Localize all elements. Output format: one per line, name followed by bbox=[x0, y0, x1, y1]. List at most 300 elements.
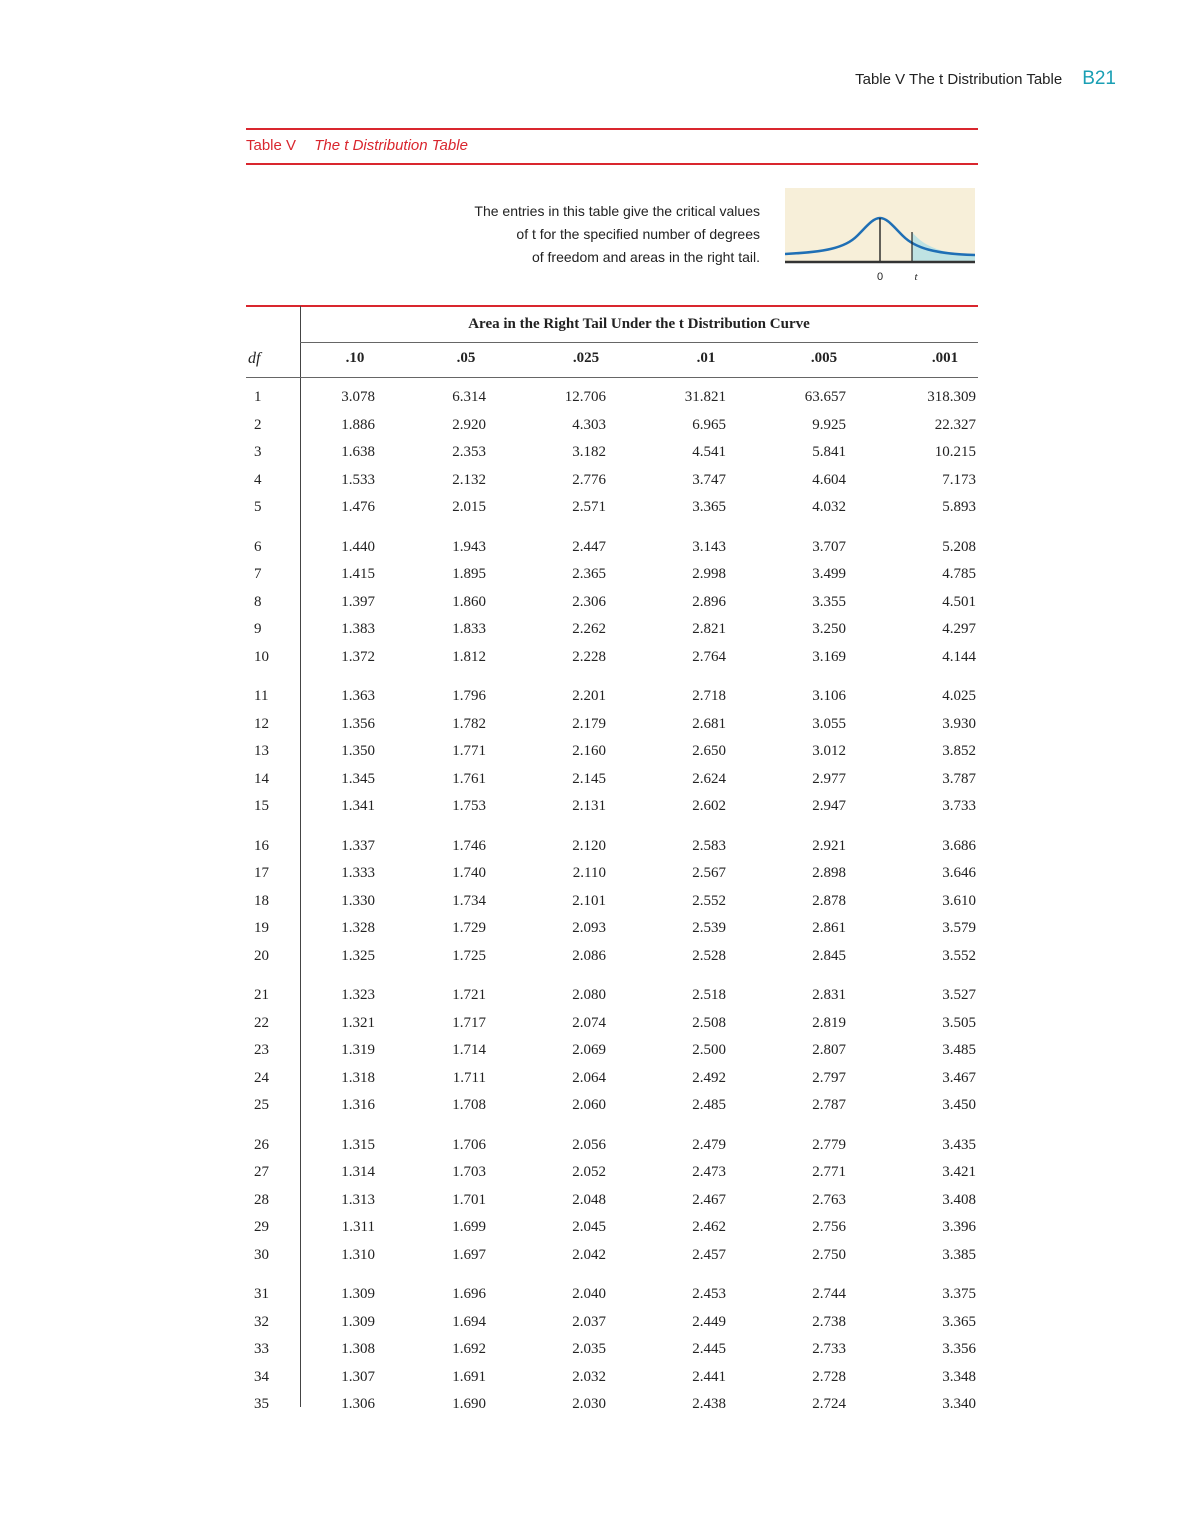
df-cell: 21 bbox=[254, 987, 269, 1003]
table-row bbox=[246, 1164, 978, 1186]
value-cell: 2.518 bbox=[692, 987, 726, 1003]
value-cell: 2.093 bbox=[572, 920, 606, 936]
value-cell: 2.179 bbox=[572, 715, 606, 732]
value-cell: 2.145 bbox=[572, 770, 606, 787]
value-cell: 4.144 bbox=[942, 648, 976, 665]
value-cell: 1.341 bbox=[341, 798, 375, 814]
value-cell: 5.841 bbox=[812, 444, 846, 460]
t-distribution-figure bbox=[785, 188, 975, 284]
value-cell: 2.064 bbox=[572, 1069, 606, 1086]
value-cell: 4.032 bbox=[812, 499, 846, 515]
df-cell: 26 bbox=[254, 1136, 269, 1153]
value-cell: 1.696 bbox=[452, 1286, 486, 1302]
df-cell: 33 bbox=[254, 1341, 269, 1357]
value-cell: 1.372 bbox=[341, 648, 375, 665]
value-cell: 1.697 bbox=[452, 1246, 486, 1263]
value-cell: 2.040 bbox=[572, 1286, 606, 1302]
df-cell: 34 bbox=[254, 1368, 269, 1385]
value-cell: 2.060 bbox=[572, 1097, 606, 1113]
value-cell: 1.319 bbox=[341, 1042, 375, 1058]
value-cell: 2.120 bbox=[572, 837, 606, 854]
value-cell: 1.753 bbox=[452, 798, 486, 814]
value-cell: 1.701 bbox=[452, 1191, 486, 1208]
value-cell: 1.309 bbox=[341, 1313, 375, 1330]
value-cell: 1.782 bbox=[452, 715, 486, 732]
table-row bbox=[246, 499, 978, 521]
table-row bbox=[246, 1341, 978, 1363]
value-cell: 2.567 bbox=[692, 865, 726, 881]
value-cell: 2.353 bbox=[452, 444, 486, 460]
df-cell: 5 bbox=[254, 499, 262, 515]
value-cell: 1.533 bbox=[341, 471, 375, 488]
value-cell: 1.325 bbox=[341, 947, 375, 964]
value-cell: 2.528 bbox=[692, 947, 726, 964]
df-header: df bbox=[248, 350, 261, 367]
value-cell: 1.740 bbox=[452, 865, 486, 881]
value-cell: 2.861 bbox=[812, 920, 846, 936]
value-cell: 3.012 bbox=[812, 743, 846, 759]
value-cell: 5.208 bbox=[942, 538, 976, 555]
value-cell: 3.852 bbox=[942, 743, 976, 759]
intro-text bbox=[380, 200, 760, 269]
table-row bbox=[246, 417, 978, 439]
value-cell: 3.450 bbox=[942, 1097, 976, 1113]
value-cell: 3.467 bbox=[942, 1069, 976, 1086]
table-row bbox=[246, 987, 978, 1009]
table-row bbox=[246, 865, 978, 887]
value-cell: 2.042 bbox=[572, 1246, 606, 1263]
value-cell: 2.485 bbox=[692, 1097, 726, 1113]
value-cell: 1.333 bbox=[341, 865, 375, 881]
value-cell: 1.690 bbox=[452, 1396, 486, 1412]
table-row bbox=[246, 1070, 978, 1092]
value-cell: 2.508 bbox=[692, 1014, 726, 1031]
value-cell: 2.074 bbox=[572, 1014, 606, 1031]
value-cell: 3.355 bbox=[812, 593, 846, 610]
value-cell: 1.706 bbox=[452, 1136, 486, 1153]
value-cell: 3.106 bbox=[812, 688, 846, 704]
value-cell: 4.604 bbox=[812, 471, 846, 488]
df-cell: 27 bbox=[254, 1164, 269, 1180]
df-cell: 23 bbox=[254, 1042, 269, 1058]
column-header: .05 bbox=[456, 350, 476, 366]
value-cell: 1.692 bbox=[452, 1341, 486, 1357]
value-cell: 2.744 bbox=[812, 1286, 846, 1302]
df-cell: 7 bbox=[254, 566, 262, 582]
value-cell: 2.453 bbox=[692, 1286, 726, 1302]
table-row bbox=[246, 389, 978, 411]
value-cell: 2.763 bbox=[812, 1191, 846, 1208]
df-cell: 29 bbox=[254, 1219, 269, 1235]
value-cell: 1.356 bbox=[341, 715, 375, 732]
value-cell: 1.383 bbox=[341, 621, 375, 637]
table-row bbox=[246, 893, 978, 915]
value-cell: 1.721 bbox=[452, 987, 486, 1003]
value-cell: 2.764 bbox=[692, 648, 726, 665]
value-cell: 1.306 bbox=[341, 1396, 375, 1412]
value-cell: 9.925 bbox=[812, 416, 846, 433]
area-title: Area in the Right Tail Under the t Distribution Curve bbox=[468, 316, 810, 332]
value-cell: 2.086 bbox=[572, 947, 606, 964]
value-cell: 4.303 bbox=[572, 416, 606, 433]
df-cell: 11 bbox=[254, 688, 269, 704]
value-cell: 1.314 bbox=[341, 1164, 375, 1180]
table-row bbox=[246, 1286, 978, 1308]
df-cell: 15 bbox=[254, 798, 269, 814]
df-cell: 24 bbox=[254, 1069, 269, 1086]
value-cell: 1.886 bbox=[341, 416, 375, 433]
table-row bbox=[246, 920, 978, 942]
value-cell: 2.048 bbox=[572, 1191, 606, 1208]
value-cell: 2.447 bbox=[572, 538, 606, 555]
value-cell: 1.345 bbox=[341, 770, 375, 787]
value-cell: 2.035 bbox=[572, 1341, 606, 1357]
value-cell: 2.733 bbox=[812, 1341, 846, 1357]
column-header: .025 bbox=[572, 350, 600, 366]
value-cell: 3.365 bbox=[692, 499, 726, 515]
value-cell: 1.310 bbox=[341, 1246, 375, 1263]
value-cell: 2.718 bbox=[692, 688, 726, 704]
value-cell: 1.316 bbox=[341, 1097, 375, 1113]
value-cell: 2.132 bbox=[452, 471, 486, 488]
df-cell: 10 bbox=[254, 648, 269, 665]
value-cell: 2.624 bbox=[692, 770, 726, 787]
t-label: t bbox=[914, 271, 918, 283]
df-cell: 19 bbox=[254, 920, 269, 936]
table-row bbox=[246, 1314, 978, 1336]
value-cell: 6.314 bbox=[452, 389, 486, 405]
value-cell: 1.476 bbox=[341, 499, 375, 515]
df-cell: 31 bbox=[254, 1286, 269, 1302]
value-cell: 1.440 bbox=[341, 538, 375, 555]
value-cell: 3.250 bbox=[812, 621, 846, 637]
table-row bbox=[246, 1396, 978, 1418]
table-row bbox=[246, 539, 978, 561]
df-cell: 17 bbox=[254, 865, 269, 881]
value-cell: 1.350 bbox=[341, 743, 375, 759]
value-cell: 1.318 bbox=[341, 1069, 375, 1086]
value-cell: 3.375 bbox=[942, 1286, 976, 1302]
intro-line: of freedom and areas in the right tail. bbox=[531, 249, 760, 265]
value-cell: 1.895 bbox=[452, 566, 486, 582]
value-cell: 3.340 bbox=[942, 1396, 976, 1412]
value-cell: 1.363 bbox=[341, 688, 375, 704]
df-cell: 20 bbox=[254, 947, 269, 964]
value-cell: 3.499 bbox=[812, 566, 846, 582]
value-cell: 2.571 bbox=[572, 499, 606, 515]
value-cell: 3.421 bbox=[942, 1164, 976, 1180]
df-cell: 16 bbox=[254, 837, 269, 854]
value-cell: 1.307 bbox=[341, 1368, 375, 1385]
value-cell: 4.025 bbox=[942, 688, 976, 704]
value-cell: 1.717 bbox=[452, 1014, 486, 1031]
area-title-rule bbox=[300, 342, 978, 343]
value-cell: 3.435 bbox=[942, 1136, 976, 1153]
value-cell: 2.878 bbox=[812, 892, 846, 909]
value-cell: 2.365 bbox=[572, 566, 606, 582]
value-cell: 1.323 bbox=[341, 987, 375, 1003]
value-cell: 2.845 bbox=[812, 947, 846, 964]
value-cell: 1.708 bbox=[452, 1097, 486, 1113]
value-cell: 3.143 bbox=[692, 538, 726, 555]
df-cell: 35 bbox=[254, 1396, 269, 1412]
value-cell: 1.321 bbox=[341, 1014, 375, 1031]
df-cell: 32 bbox=[254, 1313, 269, 1330]
value-cell: 1.734 bbox=[452, 892, 486, 909]
value-cell: 12.706 bbox=[564, 389, 606, 405]
value-cell: 3.348 bbox=[942, 1368, 976, 1385]
value-cell: 2.650 bbox=[692, 743, 726, 759]
value-cell: 2.552 bbox=[692, 892, 726, 909]
value-cell: 3.365 bbox=[942, 1313, 976, 1330]
intro-line: The entries in this table give the critical values bbox=[474, 203, 760, 219]
table-row bbox=[246, 621, 978, 643]
value-cell: 4.501 bbox=[942, 593, 976, 610]
table-row bbox=[246, 472, 978, 494]
value-cell: 1.746 bbox=[452, 837, 486, 854]
value-cell: 3.485 bbox=[942, 1042, 976, 1058]
value-cell: 1.638 bbox=[341, 444, 375, 460]
value-cell: 7.173 bbox=[942, 471, 976, 488]
df-cell: 28 bbox=[254, 1191, 269, 1208]
value-cell: 1.771 bbox=[452, 743, 486, 759]
value-cell: 2.920 bbox=[452, 416, 486, 433]
df-cell: 25 bbox=[254, 1097, 269, 1113]
table-row bbox=[246, 444, 978, 466]
table-row bbox=[246, 798, 978, 820]
value-cell: 3.408 bbox=[942, 1191, 976, 1208]
value-cell: 2.262 bbox=[572, 621, 606, 637]
value-cell: 2.462 bbox=[692, 1219, 726, 1235]
value-cell: 3.055 bbox=[812, 715, 846, 732]
table-row bbox=[246, 1247, 978, 1269]
value-cell: 3.930 bbox=[942, 715, 976, 732]
value-cell: 3.182 bbox=[572, 444, 606, 460]
value-cell: 6.965 bbox=[692, 416, 726, 433]
value-cell: 1.860 bbox=[452, 593, 486, 610]
header-bottom-rule bbox=[246, 377, 978, 378]
value-cell: 2.602 bbox=[692, 798, 726, 814]
value-cell: 2.160 bbox=[572, 743, 606, 759]
value-cell: 2.821 bbox=[692, 621, 726, 637]
value-cell: 3.169 bbox=[812, 648, 846, 665]
table-row bbox=[246, 649, 978, 671]
caption-bottom-rule bbox=[246, 163, 978, 165]
value-cell: 1.943 bbox=[452, 538, 486, 555]
value-cell: 1.691 bbox=[452, 1368, 486, 1385]
table-caption bbox=[246, 137, 468, 154]
table-row bbox=[246, 948, 978, 970]
value-cell: 2.306 bbox=[572, 593, 606, 610]
value-cell: 2.131 bbox=[572, 798, 606, 814]
df-cell: 14 bbox=[254, 770, 269, 787]
value-cell: 1.313 bbox=[341, 1191, 375, 1208]
value-cell: 2.681 bbox=[692, 715, 726, 732]
value-cell: 2.441 bbox=[692, 1368, 726, 1385]
value-cell: 1.699 bbox=[452, 1219, 486, 1235]
value-cell: 2.921 bbox=[812, 837, 846, 854]
value-cell: 2.449 bbox=[692, 1313, 726, 1330]
df-cell: 12 bbox=[254, 715, 269, 732]
table-row bbox=[246, 716, 978, 738]
df-cell: 8 bbox=[254, 593, 262, 610]
value-cell: 2.539 bbox=[692, 920, 726, 936]
table-row bbox=[246, 1369, 978, 1391]
df-cell: 6 bbox=[254, 538, 262, 555]
df-cell: 4 bbox=[254, 471, 262, 488]
value-cell: 1.397 bbox=[341, 593, 375, 610]
caption-title: The t Distribution Table bbox=[314, 137, 468, 154]
value-cell: 3.527 bbox=[942, 987, 976, 1003]
table-row bbox=[246, 1097, 978, 1119]
value-cell: 318.309 bbox=[927, 389, 976, 405]
value-cell: 2.797 bbox=[812, 1069, 846, 1086]
value-cell: 3.747 bbox=[692, 471, 726, 488]
value-cell: 1.309 bbox=[341, 1286, 375, 1302]
value-cell: 1.812 bbox=[452, 648, 486, 665]
table-row bbox=[246, 566, 978, 588]
table-row bbox=[246, 771, 978, 793]
value-cell: 3.707 bbox=[812, 538, 846, 555]
value-cell: 2.787 bbox=[812, 1097, 846, 1113]
value-cell: 2.080 bbox=[572, 987, 606, 1003]
value-cell: 1.703 bbox=[452, 1164, 486, 1180]
value-cell: 2.947 bbox=[812, 798, 846, 814]
value-cell: 2.776 bbox=[572, 471, 606, 488]
value-cell: 1.833 bbox=[452, 621, 486, 637]
running-head-title: Table V The t Distribution Table bbox=[855, 71, 1063, 88]
df-cell: 30 bbox=[254, 1246, 269, 1263]
value-cell: 3.356 bbox=[942, 1341, 976, 1357]
table-row bbox=[246, 1192, 978, 1214]
value-cell: 2.738 bbox=[812, 1313, 846, 1330]
value-cell: 2.750 bbox=[812, 1246, 846, 1263]
value-cell: 3.787 bbox=[942, 770, 976, 787]
value-cell: 2.101 bbox=[572, 892, 606, 909]
value-cell: 1.311 bbox=[341, 1219, 375, 1235]
value-cell: 2.052 bbox=[572, 1164, 606, 1180]
value-cell: 2.779 bbox=[812, 1136, 846, 1153]
value-cell: 2.030 bbox=[572, 1396, 606, 1412]
value-cell: 4.297 bbox=[942, 621, 976, 637]
value-cell: 2.228 bbox=[572, 648, 606, 665]
value-cell: 1.761 bbox=[452, 770, 486, 787]
value-cell: 2.445 bbox=[692, 1341, 726, 1357]
value-cell: 2.479 bbox=[692, 1136, 726, 1153]
value-cell: 4.785 bbox=[942, 566, 976, 582]
value-cell: 2.045 bbox=[572, 1219, 606, 1235]
value-cell: 2.819 bbox=[812, 1014, 846, 1031]
df-cell: 3 bbox=[254, 444, 262, 460]
value-cell: 22.327 bbox=[934, 416, 976, 433]
table-row bbox=[246, 838, 978, 860]
df-cell: 2 bbox=[254, 416, 262, 433]
value-cell: 1.711 bbox=[452, 1069, 486, 1086]
value-cell: 2.977 bbox=[812, 770, 846, 787]
value-cell: 2.069 bbox=[572, 1042, 606, 1058]
column-header: .01 bbox=[696, 350, 716, 366]
df-cell: 22 bbox=[254, 1014, 269, 1031]
value-cell: 5.893 bbox=[942, 499, 976, 515]
value-cell: 2.500 bbox=[692, 1042, 726, 1058]
table-row bbox=[246, 688, 978, 710]
value-cell: 1.315 bbox=[341, 1136, 375, 1153]
value-cell: 3.385 bbox=[942, 1246, 976, 1263]
value-cell: 2.457 bbox=[692, 1246, 726, 1263]
value-cell: 2.998 bbox=[692, 566, 726, 582]
value-cell: 2.831 bbox=[812, 987, 846, 1003]
value-cell: 3.646 bbox=[942, 865, 976, 881]
value-cell: 2.492 bbox=[692, 1069, 726, 1086]
table-row bbox=[246, 1015, 978, 1037]
value-cell: 2.728 bbox=[812, 1368, 846, 1385]
value-cell: 3.552 bbox=[942, 947, 976, 964]
value-cell: 1.694 bbox=[452, 1313, 486, 1330]
page-number: B21 bbox=[1082, 68, 1116, 89]
value-cell: 4.541 bbox=[692, 444, 726, 460]
value-cell: 1.729 bbox=[452, 920, 486, 936]
value-cell: 2.756 bbox=[812, 1219, 846, 1235]
value-cell: 2.583 bbox=[692, 837, 726, 854]
value-cell: 2.896 bbox=[692, 593, 726, 610]
value-cell: 31.821 bbox=[684, 389, 726, 405]
column-header: .005 bbox=[810, 350, 838, 366]
value-cell: 1.415 bbox=[341, 566, 375, 582]
table-row bbox=[246, 594, 978, 616]
value-cell: 1.714 bbox=[452, 1042, 486, 1058]
value-cell: 1.308 bbox=[341, 1341, 375, 1357]
value-cell: 3.686 bbox=[942, 837, 976, 854]
value-cell: 1.328 bbox=[341, 920, 375, 936]
value-cell: 2.724 bbox=[812, 1396, 846, 1412]
value-cell: 2.110 bbox=[572, 865, 606, 881]
column-header: .10 bbox=[345, 350, 365, 366]
value-cell: 1.337 bbox=[341, 837, 375, 854]
running-head bbox=[855, 68, 1116, 90]
caption-label: Table V bbox=[246, 137, 297, 154]
value-cell: 2.015 bbox=[452, 499, 486, 515]
value-cell: 2.438 bbox=[692, 1396, 726, 1412]
column-header: .001 bbox=[931, 350, 959, 366]
caption-top-rule bbox=[246, 128, 978, 130]
df-cell: 9 bbox=[254, 621, 262, 637]
table-row bbox=[246, 743, 978, 765]
value-cell: 2.898 bbox=[812, 865, 846, 881]
df-cell: 1 bbox=[254, 389, 262, 405]
value-cell: 2.032 bbox=[572, 1368, 606, 1385]
zero-label: 0 bbox=[876, 271, 884, 283]
table-top-rule bbox=[246, 305, 978, 307]
value-cell: 3.610 bbox=[942, 892, 976, 909]
value-cell: 2.056 bbox=[572, 1136, 606, 1153]
value-cell: 10.215 bbox=[934, 444, 976, 460]
intro-line: of t for the specified number of degrees bbox=[516, 226, 760, 242]
value-cell: 3.505 bbox=[942, 1014, 976, 1031]
value-cell: 1.330 bbox=[341, 892, 375, 909]
value-cell: 2.037 bbox=[572, 1313, 606, 1330]
value-cell: 2.473 bbox=[692, 1164, 726, 1180]
value-cell: 3.733 bbox=[942, 798, 976, 814]
value-cell: 2.771 bbox=[812, 1164, 846, 1180]
table-row bbox=[246, 1219, 978, 1241]
table-row bbox=[246, 1042, 978, 1064]
value-cell: 2.201 bbox=[572, 688, 606, 704]
value-cell: 3.579 bbox=[942, 920, 976, 936]
df-cell: 18 bbox=[254, 892, 269, 909]
value-cell: 3.396 bbox=[942, 1219, 976, 1235]
value-cell: 3.078 bbox=[341, 389, 375, 405]
value-cell: 1.796 bbox=[452, 688, 486, 704]
